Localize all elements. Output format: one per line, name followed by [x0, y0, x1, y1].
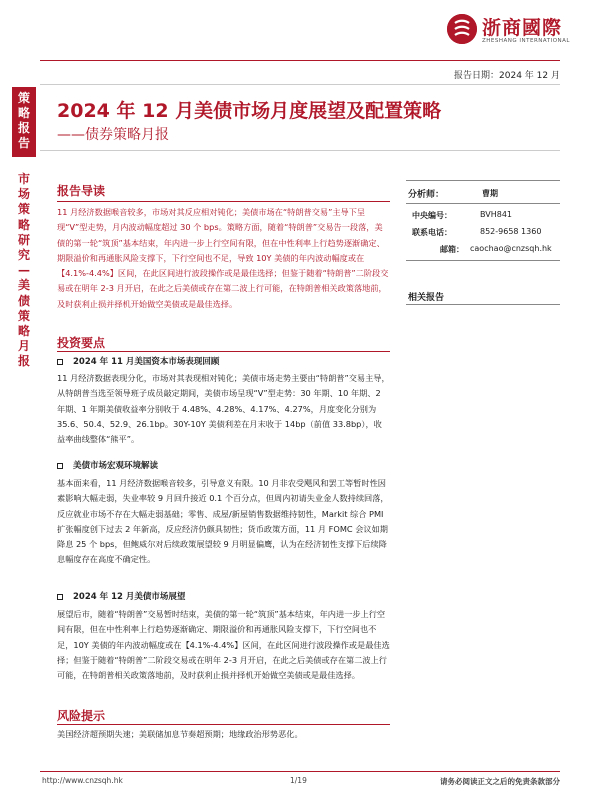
- page-title: 2024 年 12 月美债市场月度展望及配置策略: [57, 100, 442, 122]
- bullet-square-icon: [57, 463, 63, 469]
- email-label: 邮箱：: [440, 245, 464, 254]
- investment-divider: [57, 351, 390, 352]
- investment-item-1-text: 11 月经济数据表现分化，市场对其表现相对钝化；美债市场走势主要由“特朗普”交易主导，从特朗普当选至领导班子成员敲定期间，美债市场呈现“V”型走势：30 年期、10 年期、2 年期、1 年期美债收益率分别收于 4.48%、4.28%、4.17%、4.27%，月度变化分别为 35.6、50.4、52.9、26.1bp。30Y-10Y 美债利差在月末收于 14bp（前值 33.8bp），收益率曲线整体“熊平”。: [57, 373, 390, 445]
- logo-english: ZHESHANG INTERNATIONAL: [482, 38, 570, 44]
- footer-divider: [40, 771, 560, 772]
- investment-item-2-title-text: 美债市场宏观环境解读: [73, 461, 159, 471]
- header-divider: [40, 60, 560, 61]
- analyst-name: 曹期: [482, 189, 498, 198]
- email-value[interactable]: caochao@cnzsqh.hk: [470, 244, 552, 253]
- investment-item-3-title: [57, 590, 185, 602]
- investment-item-2-title: [57, 459, 158, 471]
- bullet-square-icon: [57, 359, 63, 365]
- phone-label: 联系电话：: [412, 228, 452, 237]
- investment-item-3-text: 展望后市，随着“特朗普”交易暂时结束，美债的第一轮“筑顶”基本结束，年内进一步上行空间有限，但在中性利率上行趋势逐渐确定、期限溢价和再通胀风险支撑下，下行空间也不足，10Y 美债的年内波动幅度或在【4.1%-4.4%】区间，在此区间进行波段操作或是最佳选择；但鉴于随着“特朗普”二阶段交易或在明年 2-3 月开启，在此之后美债或存在第二波上行可能，在特朗普相关政策落地前，及时获利止损并择机开始做空美债或是最佳选择。: [57, 609, 390, 681]
- investment-item-1-title-text: 2024 年 11 月美国资本市场表现回顾: [73, 357, 220, 367]
- summary-heading: 报告导读: [57, 184, 106, 198]
- logo-name: 浙商國際: [482, 17, 563, 39]
- date-divider: [40, 84, 560, 85]
- risk-divider: [57, 724, 390, 725]
- related-reports-line: [406, 304, 560, 305]
- investment-item-1-title: [57, 355, 219, 367]
- investment-item-3-title-text: 2024 年 12 月美债市场展望: [73, 592, 186, 602]
- sidebar-analyst-line: [406, 203, 560, 204]
- sidebar-top-line: [406, 180, 560, 181]
- license-label: 中央编号：: [412, 211, 452, 220]
- related-reports-heading: 相关报告: [408, 293, 445, 303]
- sidebar-contact-line: [406, 260, 560, 261]
- analyst-heading: 分析师：: [408, 190, 445, 200]
- phone-value: 852-9658 1360: [480, 227, 542, 236]
- report-date: 报告日期：2024 年 12 月: [454, 71, 560, 81]
- summary-text: 11 月经济数据喉音较多，市场对其反应相对钝化；美债市场在“特朗普交易”主导下呈现“V”型走势，月内波动幅度超过 30 个 bps。策略方面，随着“特朗普”交易告一段落，美债的第一轮“筑顶”基本结束，年内进一步上行空间有限，但在中性利率上行趋势逐渐确定、期限溢价和再通胀风险支撑下，下行空间也不足，导致 10Y 美债的年内波动幅度或在【4.1%-4.4%】区间，在此区间进行波段操作或是最佳选择；但鉴于随着“特朗普”二阶段交易或在明年 2-3 月开启，在此之后美债或存在第二波上行可能，在特朗普相关政策落地前，及时获利止损并择机开始做空美债或是最佳选择。: [57, 207, 389, 309]
- report-category-label: 策略报告: [18, 91, 31, 150]
- report-series-text: 市场策略研究—美债策略月报: [18, 172, 31, 369]
- report-category-tab: [12, 87, 36, 157]
- investment-item-2-text: 基本面来看，11 月经济数据喉音较多，引导意义有限。10 月非农受飓风和罢工等暂时性因素影响大幅走弱，失业率较 9 月回升接近 0.1 个百分点，但周内初请失业金人数持续回落，反应就业市场不存在大幅走弱基础；零售、成屋/新屋销售数据维持韧性，Markit 综合 PMI 扩张幅度创下过去 2 年新高，反应经济仍颇具韧性；货币政策方面，11 月 FOMC 会议如期降息 25 个 bps，但鲍威尔对后续政策展望较 9 月明显偏鹰，认为在经济韧性支撑下后续降息幅度存在高度不确定性。: [57, 478, 389, 565]
- page-number: 1/19: [290, 776, 307, 785]
- footer-disclaimer: 请务必阅读正文之后的免责条款部分: [440, 777, 560, 786]
- zheshang-logo-icon: [447, 14, 477, 44]
- footer-website[interactable]: http://www.cnzsqh.hk: [42, 776, 123, 785]
- title-divider: [40, 150, 560, 151]
- summary-divider: [57, 201, 390, 202]
- risk-text: 美国经济超预期失速；美联储加息节奏超预期；地缘政治形势恶化。: [57, 729, 303, 739]
- bullet-square-icon: [57, 594, 63, 600]
- report-series-label: [14, 172, 34, 370]
- investment-heading: 投资要点: [57, 336, 106, 350]
- license-value: BVH841: [480, 210, 512, 219]
- page-subtitle: ——债券策略月报: [57, 127, 169, 143]
- risk-heading: 风险提示: [57, 709, 106, 723]
